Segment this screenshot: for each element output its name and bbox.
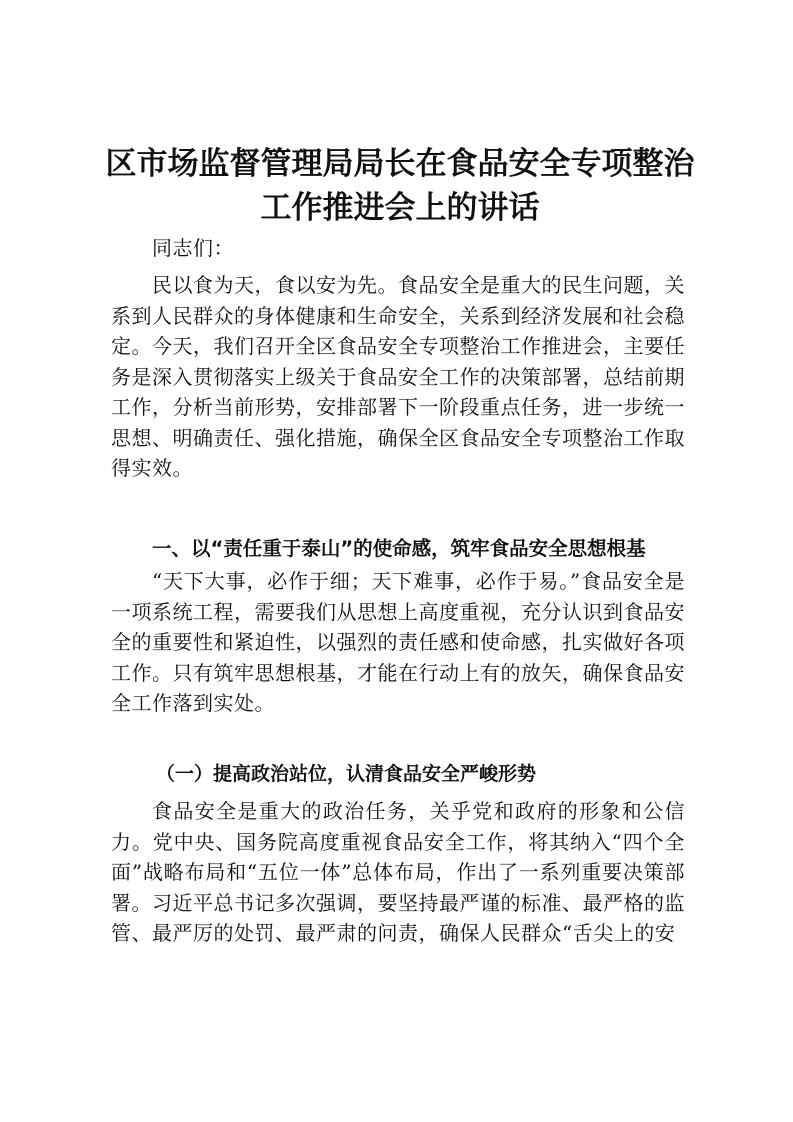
section-heading-1: 一、以“责任重于泰山”的使命感，筑牢食品安全思想根基 xyxy=(152,537,646,560)
subsection-heading-1: （一）提高政治站位，认清食品安全严峻形势 xyxy=(156,763,537,785)
paragraph-subsection-1: 食品安全是重大的政治任务，关乎党和政府的形象和公信力。党中央、国务院高度重视食品安全工作，将其纳入“四个全面”战略布局和“五位一体”总体布局，作出了一系列重要决策部署。习近平总书记多次强调，要坚持最严谨的标准、最严格的监管、最严厉的处罚、最严肃的问责，确保人民群众“舌尖上的安 xyxy=(111,799,685,945)
salutation: 同志们： xyxy=(152,236,234,260)
paragraph-intro: 民以食为天，食以安为先。食品安全是重大的民生问题，关系到人民群众的身体健康和生命安全，关系到经济发展和社会稳定。今天，我们召开全区食品安全专项整治工作推进会，主要任务是深入贯彻落实上级关于食品安全工作的决策部署，总结前期工作，分析当前形势，安排部署下一阶段重点任务，进一步统一思想、明确责任、强化措施，确保全区食品安全专项整治工作取得实效。 xyxy=(111,273,685,480)
paragraph-section-1: “天下大事，必作于细；天下难事，必作于易。”食品安全是一项系统工程，需要我们从思想上高度重视，充分认识到食品安全的重要性和紧迫性，以强烈的责任感和使命感，扎实做好各项工作。只有筑牢思想根基，才能在行动上有的放矢，确保食品安全工作落到实处。 xyxy=(111,569,685,715)
document-title: 区市场监督管理局局长在食品安全专项整治工作推进会上的讲话 xyxy=(105,146,695,226)
